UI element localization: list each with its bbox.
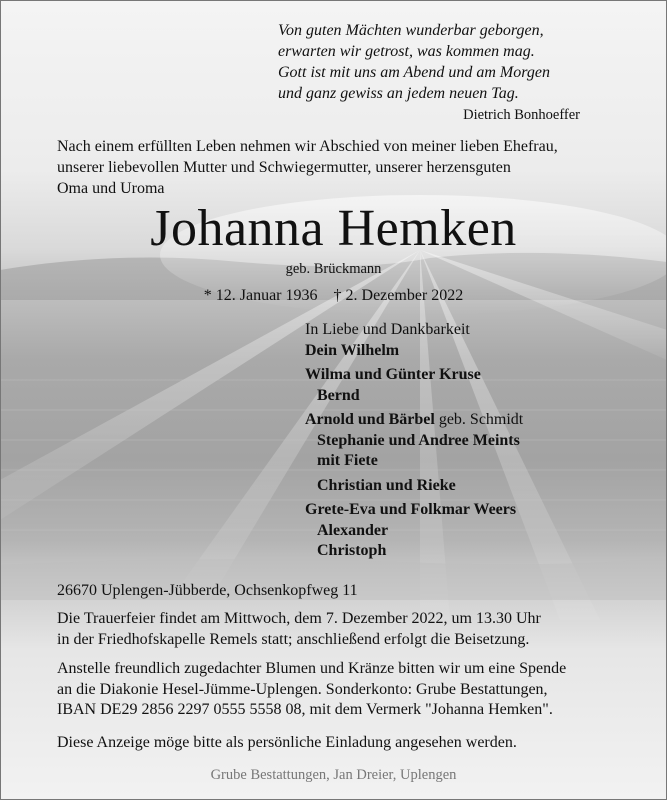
invitation-note: Diese Anzeige möge bitte als persönliche Einladung angesehen werden. bbox=[57, 734, 517, 751]
great-grandchild: mit Fiete bbox=[317, 452, 378, 469]
funeral-home-footer: Grube Bestattungen, Jan Dreier, Uplengen bbox=[210, 767, 457, 783]
family-couple bbox=[305, 410, 635, 431]
intro-text bbox=[57, 136, 637, 199]
funeral-info bbox=[57, 609, 647, 650]
family-couple: Grete-Eva und Folkmar Weers bbox=[305, 501, 517, 518]
death-date: † 2. Dezember 2022 bbox=[333, 287, 464, 304]
donation-line: Anstelle freundlich zugedachter Blumen und Kränze bitten wir um eine Spende bbox=[57, 660, 567, 677]
funeral-line: in der Friedhofskapelle Remels statt; anschließend erfolgt die Beisetzung. bbox=[57, 630, 530, 648]
birth-date: * 12. Januar 1936 bbox=[203, 287, 318, 304]
donation-line: IBAN DE29 2856 2297 0555 5558 08, mit dem Vermerk "Johanna Hemken". bbox=[57, 701, 553, 718]
spouse: Dein Wilhelm bbox=[305, 341, 400, 359]
grandchild: Christian und Rieke bbox=[317, 476, 456, 494]
donation-info bbox=[57, 659, 647, 721]
quote-author: Dietrich Bonhoeffer bbox=[463, 107, 580, 123]
maiden-name: geb. Brückmann bbox=[285, 261, 382, 277]
life-dates bbox=[0, 286, 667, 306]
couple-names: Arnold und Bärbel bbox=[305, 411, 435, 428]
mourners-heading: In Liebe und Dankbarkeit bbox=[305, 321, 470, 338]
grandchild: Stephanie und Andree Meints bbox=[317, 431, 520, 449]
donation-line: an die Diakonie Hesel-Jümme-Uplengen. Sonderkonto: Grube Bestattungen, bbox=[57, 680, 548, 698]
intro-line: Oma und Uroma bbox=[57, 180, 165, 197]
mourners-list bbox=[305, 320, 635, 562]
bonhoeffer-quote bbox=[278, 20, 628, 104]
deceased-name: Johanna Hemken bbox=[150, 200, 517, 257]
quote-line: erwarten wir getrost, was kommen mag. bbox=[278, 43, 535, 60]
funeral-line: Die Trauerfeier findet am Mittwoch, dem 7. Dezember 2022, um 13.30 Uhr bbox=[57, 610, 541, 627]
intro-line: Nach einem erfüllten Leben nehmen wir Abschied von meiner lieben Ehefrau, bbox=[57, 138, 558, 155]
quote-line: Von guten Mächten wunderbar geborgen, bbox=[278, 22, 544, 39]
family-address: 26670 Uplengen-Jübberde, Ochsenkopfweg 11 bbox=[57, 582, 358, 599]
quote-line: und ganz gewiss an jedem neuen Tag. bbox=[278, 85, 519, 102]
grandchild: Christoph bbox=[317, 542, 387, 559]
grandchild: Alexander bbox=[317, 521, 389, 539]
couple-maiden-name: geb. Schmidt bbox=[434, 411, 524, 428]
family-couple: Wilma und Günter Kruse bbox=[305, 366, 481, 383]
intro-line: unserer liebevollen Mutter und Schwiegermutter, unserer herzensguten bbox=[57, 159, 511, 176]
quote-line: Gott ist mit uns am Abend und am Morgen bbox=[278, 64, 550, 81]
grandchild: Bernd bbox=[317, 386, 360, 404]
